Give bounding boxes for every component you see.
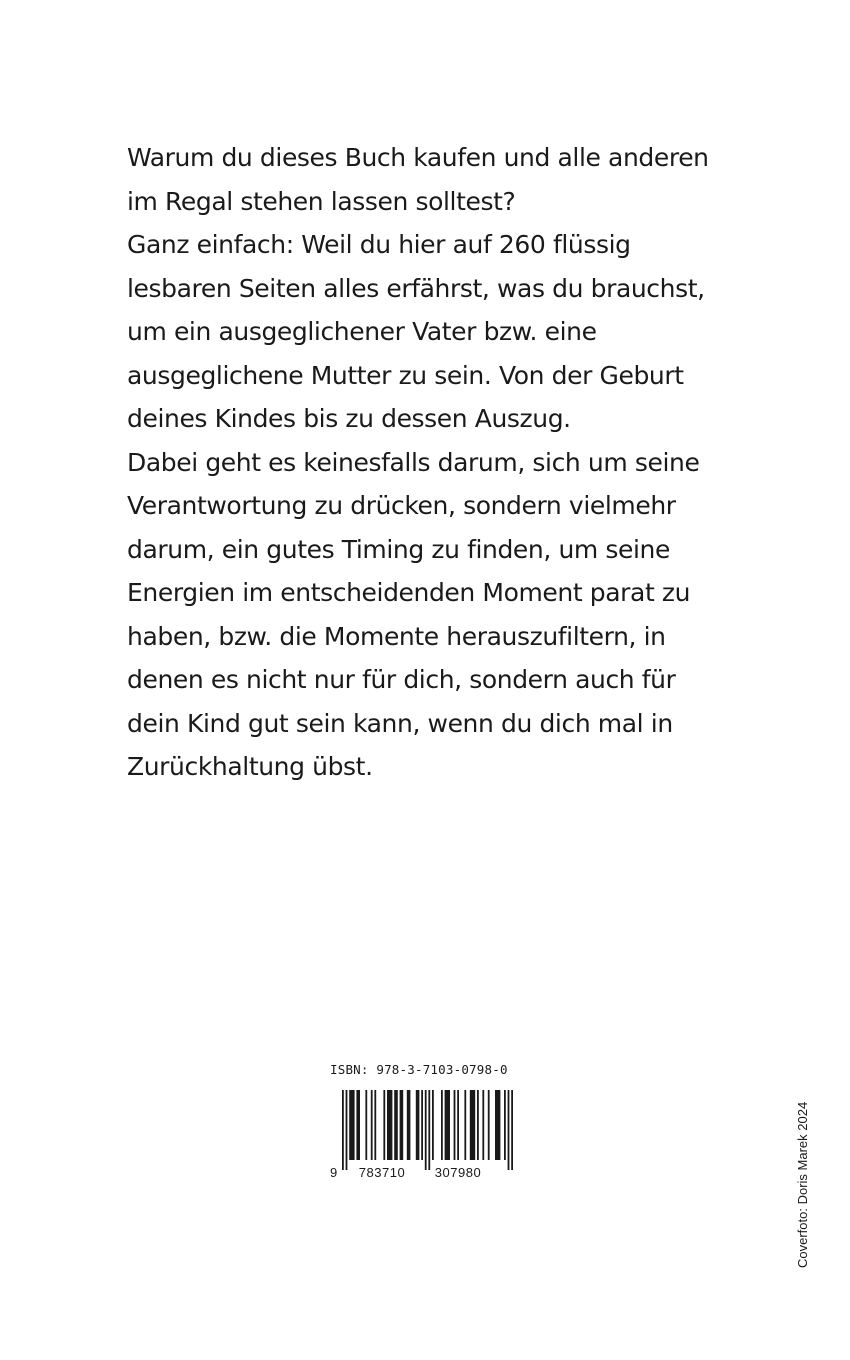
barcode-bar [488, 1090, 490, 1160]
cover-photo-credit: Coverfoto: Doris Marek 2024 [795, 1101, 810, 1268]
barcode-bar [387, 1090, 392, 1160]
back-cover-blurb [127, 136, 727, 789]
blurb-line: Verantwortung zu drücken, sondern vielmehr [127, 491, 676, 520]
barcode-bar [428, 1090, 430, 1170]
barcode-bar [383, 1090, 385, 1160]
barcode-bar [421, 1090, 423, 1160]
barcode-bar [495, 1090, 500, 1160]
blurb-line: um ein ausgeglichener Vater bzw. eine [127, 317, 597, 346]
barcode-bar [477, 1090, 479, 1160]
barcode [330, 1088, 520, 1180]
blurb-line: Ganz einfach: Weil du hier auf 260 flüssig [127, 230, 631, 259]
barcode-bar [470, 1090, 475, 1160]
barcode-bars [342, 1090, 513, 1170]
blurb-line: Zurückhaltung übst. [127, 752, 373, 781]
barcode-bar [374, 1090, 376, 1160]
blurb-line: haben, bzw. die Momente herauszufiltern, in [127, 621, 666, 651]
barcode-digit-first: 9 [330, 1165, 338, 1180]
barcode-bar [482, 1090, 484, 1160]
barcode-bar [407, 1090, 411, 1160]
barcode-bar [445, 1090, 450, 1160]
blurb-line: deines Kindes bis zu dessen Auszug. [127, 404, 571, 433]
barcode-bar [356, 1090, 360, 1160]
barcode-digits-right: 307980 [434, 1165, 482, 1180]
barcode-bar [425, 1090, 427, 1170]
isbn-label: ISBN: 978-3-7103-0798-0 [330, 1062, 508, 1077]
blurb-line: Dabei geht es keinesfalls darum, sich um seine [127, 447, 700, 477]
barcode-bar [454, 1090, 456, 1160]
blurb-line: dein Kind gut sein kann, wenn du dich mal in [127, 708, 673, 738]
barcode-bar [457, 1090, 459, 1160]
barcode-bar [416, 1090, 420, 1160]
blurb-line: Warum du dieses Buch kaufen und alle anderen [127, 143, 709, 172]
blurb-line: ausgeglichene Mutter zu sein. Von der Geburt [127, 360, 684, 390]
blurb-line: im Regal stehen lassen solltest? [127, 186, 516, 216]
barcode-bar [349, 1090, 354, 1160]
barcode-bar [511, 1090, 513, 1170]
barcode-digits-left: 783710 [358, 1165, 406, 1180]
blurb-line: denen es nicht nur für dich, sondern auch für [127, 665, 676, 694]
barcode-bar [346, 1090, 348, 1170]
isbn-barcode-block [330, 1062, 530, 1182]
barcode-bar [432, 1090, 434, 1160]
barcode-bar [504, 1090, 506, 1160]
blurb-line: Energien im entscheidenden Moment parat zu [127, 578, 691, 607]
blurb-line: darum, ein gutes Timing zu finden, um seine [127, 534, 670, 564]
barcode-bar [464, 1090, 466, 1160]
barcode-bar [400, 1090, 404, 1160]
blurb-line: lesbaren Seiten alles erfährst, was du brauchst, [127, 273, 705, 303]
barcode-bar [394, 1090, 398, 1160]
barcode-bar [365, 1090, 367, 1160]
barcode-bar [371, 1090, 373, 1160]
barcode-bar [508, 1090, 510, 1170]
barcode-bar [441, 1090, 443, 1160]
barcode-bar [342, 1090, 344, 1170]
